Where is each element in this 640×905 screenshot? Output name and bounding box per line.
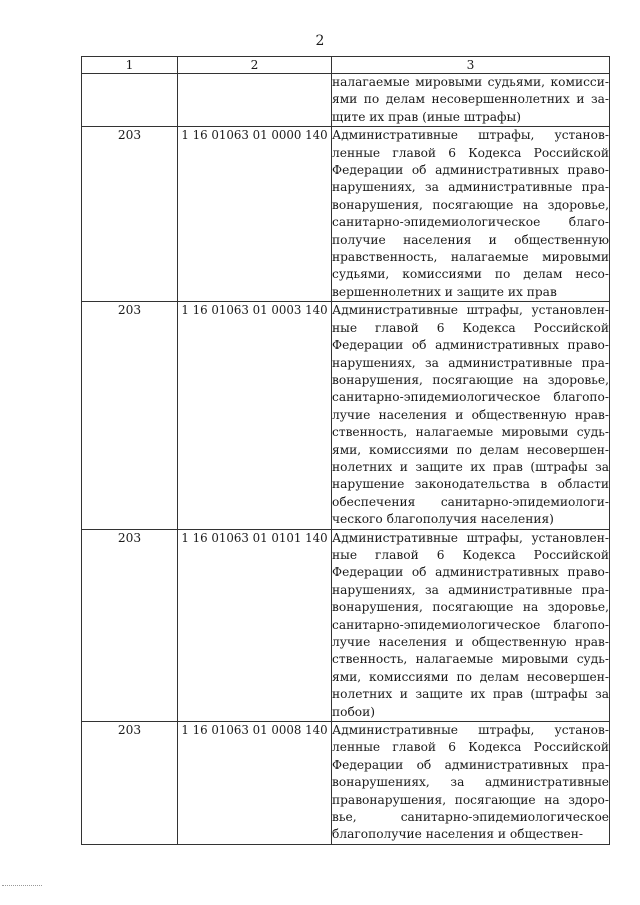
description-line: ственность, налагаемые мировыми судь- bbox=[332, 425, 609, 440]
table-row bbox=[82, 302, 610, 529]
description-line: щите их прав (иные штрафы) bbox=[332, 109, 522, 124]
description-line: лучие населения и общественную нрав- bbox=[332, 635, 609, 649]
revenue-description-cell bbox=[332, 722, 610, 845]
description-line: ческого благополучия населения) bbox=[332, 512, 554, 527]
description-line: ленные главой 6 Кодекса Российской bbox=[332, 740, 609, 755]
description-line: ями, комиссиями по делам несовершен- bbox=[332, 442, 609, 457]
description-line: нарушениях, за административные пра- bbox=[332, 355, 609, 370]
table-row bbox=[82, 74, 610, 127]
table-header-row bbox=[82, 57, 610, 74]
description-line: Федерации об административных право- bbox=[332, 338, 609, 353]
description-line: санитарно-эпидемиологическое благопо- bbox=[332, 617, 609, 632]
ministry-code-cell: 203 bbox=[82, 302, 178, 529]
description-line: санитарно-эпидемиологическое благо- bbox=[332, 215, 609, 230]
description-line: Федерации об административных пра- bbox=[332, 757, 609, 772]
table-row bbox=[82, 529, 610, 721]
description-line: судьями, комиссиями по делам несо- bbox=[332, 267, 609, 282]
revenue-description-cell bbox=[332, 302, 610, 529]
header-cell-1: 1 bbox=[82, 57, 178, 74]
description-line: ные главой 6 Кодекса Российской bbox=[332, 547, 609, 562]
scan-artifact bbox=[2, 885, 42, 887]
description-line: вонарушения, посягающие на здоровье, bbox=[332, 197, 609, 212]
description-line: вонарушения, посягающие на здоровье, bbox=[332, 600, 609, 615]
description-line: Административные штрафы, установлен- bbox=[332, 530, 609, 545]
description-line: ями по делам несовершеннолетних и за- bbox=[332, 92, 609, 107]
description-line: ленные главой 6 Кодекса Российской bbox=[332, 145, 609, 160]
description-line: нравственность, налагаемые мировыми bbox=[332, 250, 609, 265]
description-line: ные главой 6 Кодекса Российской bbox=[332, 320, 609, 335]
description-line: санитарно-эпидемиологическое благопо- bbox=[332, 390, 609, 405]
budget-classification-code-cell: 1 16 01063 01 0003 140 bbox=[178, 302, 332, 529]
description-line: нарушениях, за административные пра- bbox=[332, 582, 609, 597]
revenue-description-cell bbox=[332, 74, 610, 127]
description-line: Административные штрафы, установ- bbox=[332, 128, 609, 143]
budget-classification-code-cell: 1 16 01063 01 0008 140 bbox=[178, 722, 332, 845]
description-line: получие населения и общественную bbox=[332, 232, 609, 247]
description-line: Федерации об административных право- bbox=[332, 163, 609, 178]
budget-classification-code-cell: 1 16 01063 01 0101 140 bbox=[178, 529, 332, 721]
ministry-code-cell bbox=[82, 74, 178, 127]
budget-codes-table bbox=[81, 56, 610, 845]
description-line: правонарушения, посягающие на здоро- bbox=[332, 792, 609, 807]
description-line: ственность, налагаемые мировыми судь- bbox=[332, 652, 609, 667]
table-row bbox=[82, 722, 610, 845]
description-line: побои) bbox=[332, 704, 376, 719]
description-line: нарушение законодательства в области bbox=[332, 477, 609, 492]
table-row bbox=[82, 127, 610, 302]
ministry-code-cell: 203 bbox=[82, 529, 178, 721]
description-line: лучие населения и общественную нрав- bbox=[332, 407, 609, 422]
description-line: вье, санитарно-эпидемиологическое bbox=[332, 810, 609, 825]
description-line: нолетних и защите их прав (штрафы за bbox=[332, 459, 609, 474]
description-line: нарушениях, за административные пра- bbox=[332, 180, 609, 195]
header-cell-3: 3 bbox=[332, 57, 610, 74]
description-line: Административные штрафы, установлен- bbox=[332, 303, 609, 318]
ministry-code-cell: 203 bbox=[82, 722, 178, 845]
description-line: налагаемые мировыми судьями, комисси- bbox=[332, 75, 609, 89]
description-line: ями, комиссиями по делам несовершен- bbox=[332, 669, 609, 684]
header-cell-2: 2 bbox=[178, 57, 332, 74]
revenue-description-cell bbox=[332, 127, 610, 302]
revenue-description-cell bbox=[332, 529, 610, 721]
budget-classification-code-cell bbox=[178, 74, 332, 127]
description-line: благополучие населения и обществен- bbox=[332, 827, 583, 842]
description-line: вонарушениях, за административные bbox=[332, 775, 609, 790]
description-line: вонарушения, посягающие на здоровье, bbox=[332, 372, 609, 387]
description-line: вершеннолетних и защите их прав bbox=[332, 284, 557, 299]
description-line: Федерации об административных право- bbox=[332, 565, 609, 580]
ministry-code-cell: 203 bbox=[82, 127, 178, 302]
description-line: обеспечения санитарно-эпидемиологи- bbox=[332, 494, 609, 509]
description-line: Административные штрафы, установ- bbox=[332, 723, 609, 738]
page-number: 2 bbox=[315, 33, 325, 49]
description-line: нолетних и защите их прав (штрафы за bbox=[332, 687, 609, 702]
budget-classification-code-cell: 1 16 01063 01 0000 140 bbox=[178, 127, 332, 302]
